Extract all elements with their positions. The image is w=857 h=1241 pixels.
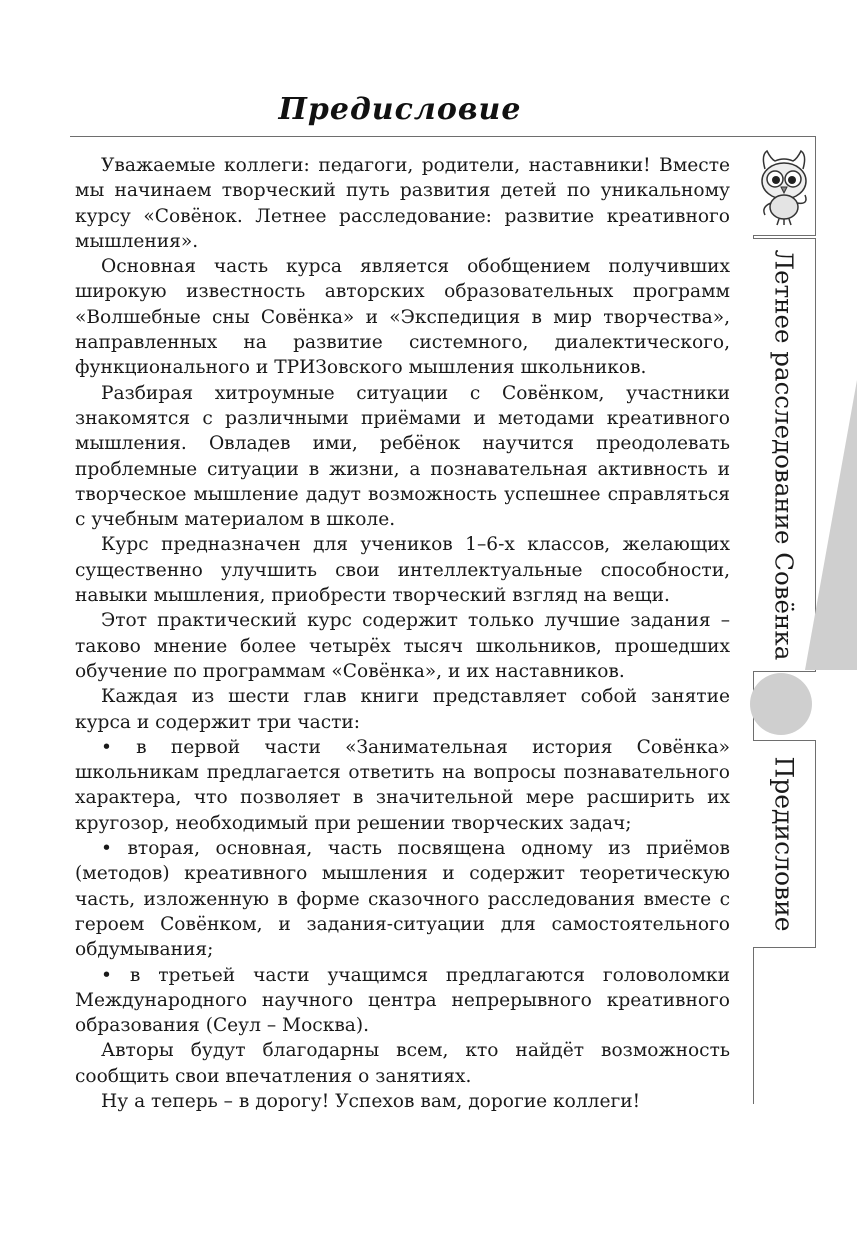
side-tab-course-label: Летнее расследование Совёнка bbox=[769, 249, 799, 661]
paragraph: Ну а теперь – в дорогу! Успехов вам, дорогие коллеги! bbox=[101, 1090, 641, 1112]
title-divider bbox=[70, 136, 816, 137]
bullet-item: • вторая, основная, часть посвящена одному из приёмов (методов) креативного мышления и содержит теоретическую часть, изложенную в форме сказочного расследования вместе с героем Совёнком, и задания-ситуации для самостоятельного обдумывания; bbox=[75, 838, 730, 961]
owl-icon bbox=[757, 147, 811, 227]
exclamation-wedge-decoration bbox=[795, 380, 857, 670]
paragraph: Уважаемые коллеги: педагоги, родители, наставники! Вместе мы начинаем творческий путь развития детей по уникальному курсу «Совёнок. Летнее расследование: развитие креативного мышления». bbox=[75, 155, 730, 252]
paragraph: Каждая из шести глав книги представляет собой занятие курса и содержит три части: bbox=[75, 686, 730, 733]
paragraph: Авторы будут благодарны всем, кто найдёт возможность сообщить свои впечатления о занятиях. bbox=[75, 1040, 730, 1087]
page-title: Предисловие bbox=[278, 92, 522, 127]
owl-emblem-box bbox=[753, 136, 816, 236]
side-tab-section-label: Предисловие bbox=[769, 756, 799, 932]
bullet-item: • в первой части «Занимательная история Совёнка» школьникам предлагается ответить на вопросы познавательного характера, что позволяет в значительной мере расширить их кругозор, необходимый при решении творческих задач; bbox=[75, 736, 730, 834]
body-text bbox=[75, 153, 730, 1114]
side-tab-section bbox=[753, 740, 816, 948]
bullet-item: • в третьей части учащимся предлагаются головоломки Международного научного центра непрерывного креативного образования (Сеул – Москва). bbox=[75, 964, 730, 1037]
paragraph: Курс предназначен для учеников 1–6-х классов, желающих существенно улучшить свои интеллектуальные способности, навыки мышления, приобрести творческий взгляд на вещи. bbox=[75, 534, 730, 607]
paragraph: Разбирая хитроумные ситуации с Совёнком, участники знакомятся с различными приёмами и методами креативного мышления. Овладев ими, ребёнок научится преодолевать проблемные ситуации в жизни, а познавательная активность и творческое мышление дадут возможность успешнее справляться с учебным материалом в школе. bbox=[75, 382, 730, 531]
grey-dot-decoration bbox=[750, 673, 812, 735]
paragraph: Этот практический курс содержит только лучшие задания – таково мнение более четырёх тысяч школьников, прошедших обучение по программам «Совёнка», и их наставников. bbox=[75, 610, 730, 682]
paragraph: Основная часть курса является обобщением получивших широкую известность авторских образовательных программ «Волшебные сны Совёнка» и «Экспедиция в мир творчества», направленных на развитие системного, диалектического, функционального и ТРИЗовского мышления школьников. bbox=[75, 256, 730, 379]
